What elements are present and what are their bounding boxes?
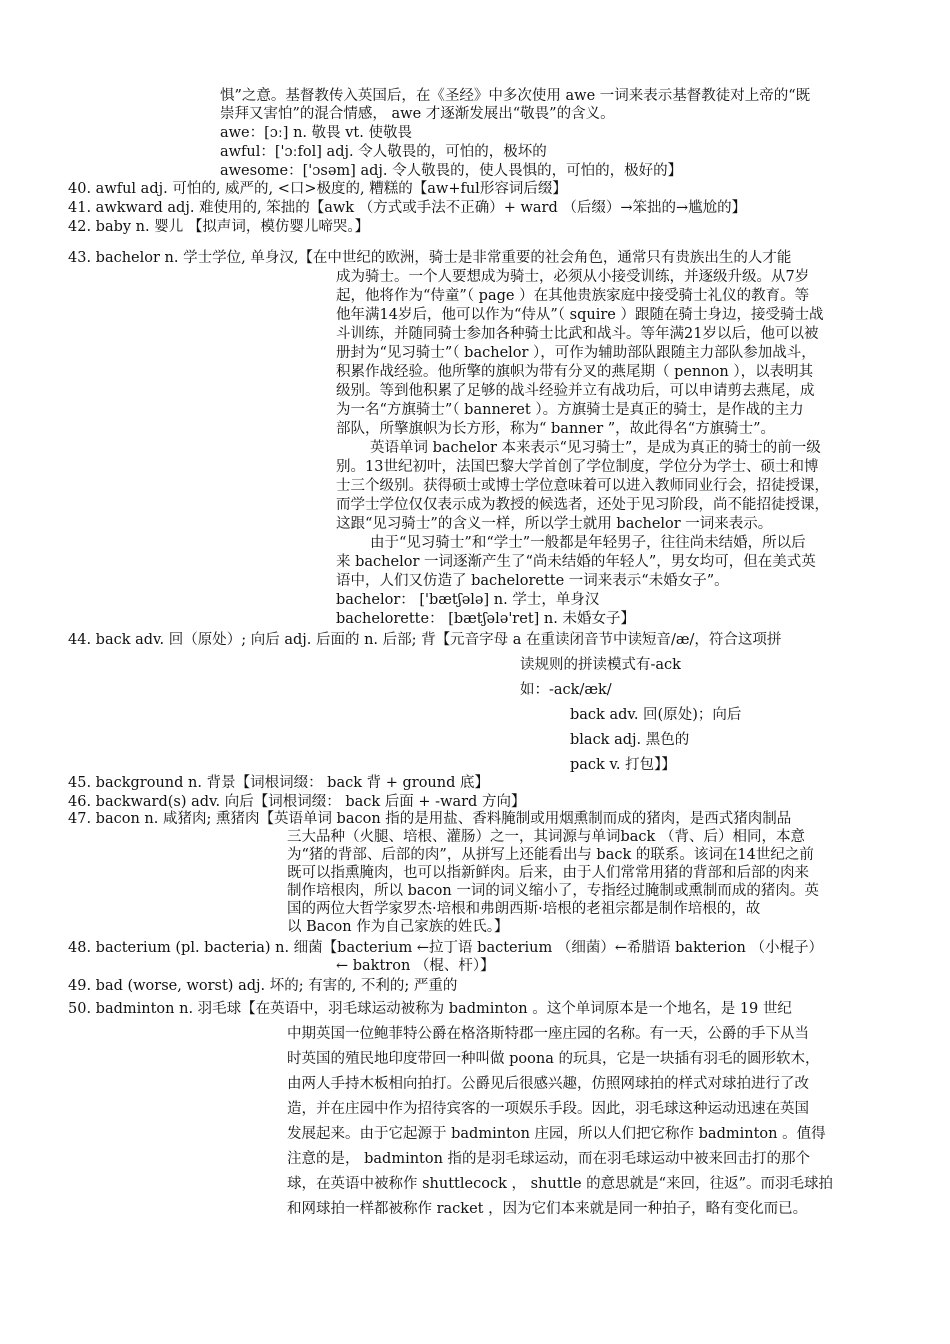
text-line: 崇拜又害怕”的混合情感， awe 才逐渐发展出“敬畏”的含义。	[220, 106, 615, 122]
entry-49: 49. bad (worse, worst) adj. 坏的; 有害的, 不利的; 严重的	[68, 978, 458, 994]
text-line: 读规则的拼读模式有-ack	[520, 657, 681, 673]
entry-46: 46. backward(s) adv. 向后【词根词缀： back 后面 + -ward 方向】	[68, 794, 526, 810]
text-line: ← baktron （棍、杆）】	[336, 958, 495, 974]
text-line: 积累作战经验。他所擎的旗帜为带有分叉的燕尾期（ pennon ），以表明其	[336, 364, 814, 380]
text-line: 他年满14岁后，他可以作为“侍从”（ squire ）跟随在骑士身边，接受骑士战	[336, 307, 824, 323]
text-line: 国的两位大哲学家罗杰·培根和弗朗西斯·培根的老祖宗都是制作培根的，故	[287, 901, 761, 917]
text-line: 这跟“见习骑士”的含义一样，所以学士就用 bachelor 一词来表示。	[336, 516, 773, 532]
entry-47: 47. bacon n. 咸猪肉; 熏猪肉【英语单词 bacon 指的是用盐、香料腌制或用烟熏制而成的猪肉，是西式猪肉制品	[68, 811, 792, 827]
text-line: 三大品种（火腿、培根、灌肠）之一，其词源与单词back （背、后）相同，本意	[287, 829, 805, 845]
text-line: 来 bachelor 一词逐渐产生了“尚未结婚的年轻人”，男女均可，但在美式英	[336, 554, 816, 570]
text-line: 球，在英语中被称作 shuttlecock ， shuttle 的意思就是“来回，往返”。而羽毛球拍	[287, 1176, 833, 1192]
text-line: 惧”之意。基督教传入英国后，在《圣经》中多次使用 awe 一词来表示基督教徒对上帝的“既	[220, 88, 811, 104]
text-line: 语中，人们又仿造了 bachelorette 一词来表示“未婚女子”。	[336, 573, 729, 589]
text-line: 为“猪的背部、后部的肉”，从拼写上还能看出与 back 的联系。该词在14世纪之前	[287, 847, 814, 863]
entry-42: 42. baby n. 婴儿 【拟声词，模仿婴儿啼哭。】	[68, 219, 370, 235]
text-line: 既可以指熏腌肉，也可以指新鲜肉。后来，由于人们常常用猪的背部和后部的肉来	[287, 865, 809, 881]
text-line: bachelor： ['bætʃələ] n. 学士，单身汉	[336, 592, 600, 608]
entry-48: 48. bacterium (pl. bacteria) n. 细菌【bacterium ←拉丁语 bacterium （细菌）←希腊语 bakterion （小棍子）	[68, 940, 824, 956]
entry-43: 43. bachelor n. 学士学位, 单身汉,【在中世纪的欧洲，骑士是非常重要的社会角色，通常只有贵族出生的人才能	[68, 250, 792, 266]
text-line: 为一名“方旗骑士”（ banneret ）。方旗骑士是真正的骑士，是作战的主力	[336, 402, 804, 418]
text-line: 册封为“见习骑士”（ bachelor ），可作为辅助部队跟随主力部队参加战斗，	[336, 345, 816, 361]
text-line: 级别。等到他积累了足够的战斗经验并立有战功后，可以申请剪去燕尾，成	[336, 383, 815, 399]
text-line: 时英国的殖民地印度带回一种叫做 poona 的玩具，它是一块插有羽毛的圆形软木，	[287, 1051, 820, 1067]
text-line: 发展起来。由于它起源于 badminton 庄园，所以人们把它称作 badminton 。值得	[287, 1126, 826, 1142]
entry-45: 45. background n. 背景【词根词缀： back 背 + ground 底】	[68, 775, 490, 791]
text-line: awe：[ɔː] n. 敬畏 vt. 使敬畏	[220, 125, 412, 141]
text-line: 部队，所擎旗帜为长方形，称为“ banner ”，故此得名“方旗骑士”。	[336, 421, 775, 437]
entry-44: 44. back adv. 回（原处）; 向后 adj. 后面的 n. 后部; 背【元音字母 a 在重读闭音节中读短音/æ/，符合这项拼	[68, 632, 782, 648]
text-line: 如：-ack/æk/	[520, 682, 612, 698]
text-line: 制作培根肉，所以 bacon 一词的词义缩小了，专指经过腌制或熏制而成的猪肉。英	[287, 883, 819, 899]
text-line: 注意的是， badminton 指的是羽毛球运动，而在羽毛球运动中被来回击打的那个	[287, 1151, 811, 1167]
text-line: 造，并在庄园中作为招待宾客的一项娱乐手段。因此，羽毛球这种运动迅速在英国	[287, 1101, 809, 1117]
text-line: black adj. 黑色的	[570, 732, 690, 748]
text-line: 而学士学位仅仅表示成为教授的候选者，还处于见习阶段，尚不能招徒授课，	[336, 497, 829, 513]
entry-40: 40. awful adj. 可怕的, 威严的, <口>极度的, 糟糕的【aw+ful形容词后缀】	[68, 181, 567, 197]
text-line: 士三个级别。获得硕士或博士学位意味着可以进入教师同业行会，招徒授课，	[336, 478, 829, 494]
text-line: 成为骑士。一个人要想成为骑士，必须从小接受训练，并逐级升级。从7岁	[336, 269, 810, 285]
text-line: awful：['ɔːfol] adj. 令人敬畏的，可怕的，极坏的	[220, 144, 547, 160]
text-line: 斗训练，并随同骑士参加各种骑士比武和战斗。等年满21岁以后，他可以被	[336, 326, 819, 342]
text-line: 别。13世纪初叶，法国巴黎大学首创了学位制度，学位分为学士、硕士和博	[336, 459, 819, 475]
text-line: 英语单词 bachelor 本来表示“见习骑士”，是成为真正的骑士的前一级	[370, 440, 821, 456]
text-line: 由于“见习骑士”和“学士”一般都是年轻男子，往往尚未结婚，所以后	[370, 535, 806, 551]
entry-50: 50. badminton n. 羽毛球【在英语中，羽毛球运动被称为 badminton 。这个单词原本是一个地名，是 19 世纪	[68, 1001, 792, 1017]
text-line: 和网球拍一样都被称作 racket ，因为它们本来就是同一种拍子，略有变化而已。	[287, 1201, 808, 1217]
text-line: 由两人手持木板相向拍打。公爵见后很感兴趣，仿照网球拍的样式对球拍进行了改	[287, 1076, 809, 1092]
text-line: pack v. 打包】】	[570, 757, 676, 773]
text-line: awesome：['ɔsəm] adj. 令人敬畏的，使人畏惧的，可怕的，极好的】	[220, 163, 683, 179]
text-line: 起，他将作为“侍童”（ page ）在其他贵族家庭中接受骑士礼仪的教育。等	[336, 288, 810, 304]
text-line: 中期英国一位鲍菲特公爵在格洛斯特郡一座庄园的名称。有一天，公爵的手下从当	[287, 1026, 809, 1042]
text-line: 以 Bacon 作为自己家族的姓氏。】	[287, 919, 509, 935]
text-line: back adv. 回(原处)；向后	[570, 707, 742, 723]
entry-41: 41. awkward adj. 难使用的, 笨拙的【awk （方式或手法不正确）+ ward （后缀）→笨拙的→尴尬的】	[68, 200, 747, 216]
text-line: bachelorette： [bætʃələ'ret] n. 未婚女子】	[336, 611, 635, 627]
